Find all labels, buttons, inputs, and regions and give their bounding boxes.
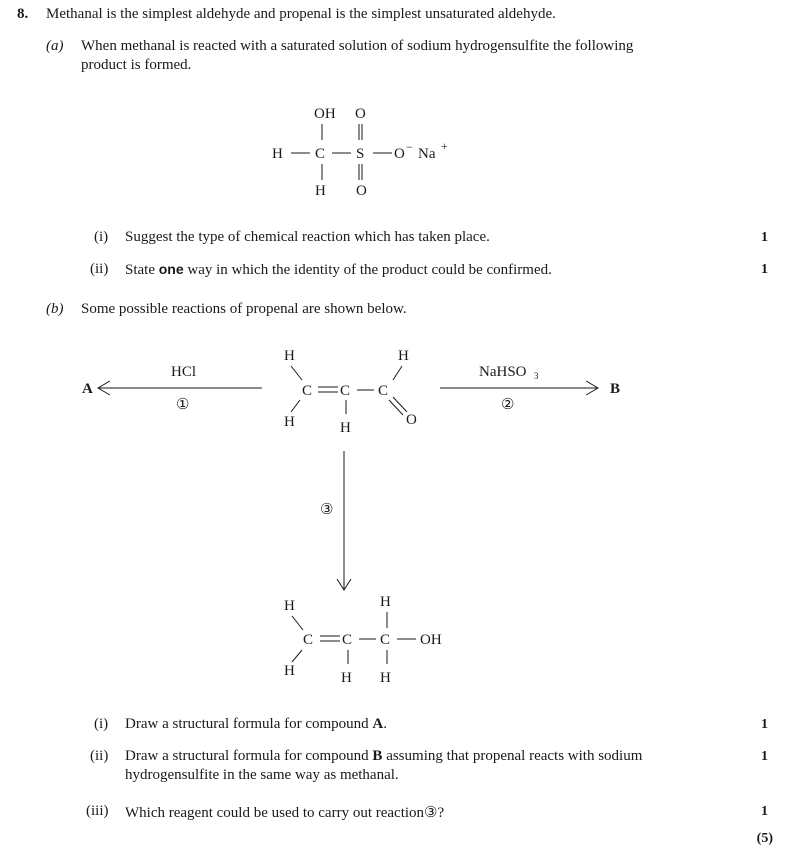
propenol-c3: C <box>380 632 391 648</box>
reaction-2-arrow <box>440 364 620 413</box>
propenol-h3: H <box>284 663 295 679</box>
propenal-h2: H <box>398 348 409 364</box>
reaction-1-arrow <box>82 364 262 413</box>
part-a-label: (a) <box>46 38 64 54</box>
part-b-item-2-text-line2: hydrogensulfite in the same way as methanal. <box>125 767 399 783</box>
propenal-h3: H <box>284 414 295 430</box>
part-a-item-2-text: State one way in which the identity of the product could be confirmed. <box>125 261 552 278</box>
part-b-item-3-num: (iii) <box>86 803 109 819</box>
part-b-label: (b) <box>46 301 64 317</box>
part-b-item-3-mark: 1 <box>761 804 768 819</box>
part-b-text: Some possible reactions of propenal are shown below. <box>81 301 407 317</box>
part-a-text-line1: When methanal is reacted with a saturated solution of sodium hydrogensulfite the following <box>81 38 634 54</box>
part-b-item-1-num: (i) <box>94 716 109 732</box>
part-b-item-3-text: Which reagent could be used to carry out reaction③? <box>125 805 445 821</box>
part-a-item-2-num: (ii) <box>90 261 109 277</box>
propenal-c1: C <box>302 383 313 399</box>
part-a-item-2-mark: 1 <box>761 262 768 277</box>
propenol-structure <box>284 594 442 686</box>
propenal-h4: H <box>340 420 351 436</box>
propenol-h2: H <box>380 594 391 610</box>
part-a-item-1-mark: 1 <box>761 230 768 245</box>
charge-plus: + <box>441 139 448 153</box>
propenal-c2: C <box>340 383 351 399</box>
step-2-marker: ② <box>501 397 515 413</box>
reagent-hcl: HCl <box>171 364 197 380</box>
product-a-label: A <box>82 381 93 397</box>
part-b-item-2-mark: 1 <box>761 749 768 764</box>
propenol-h5: H <box>380 670 391 686</box>
part-a-text-line2: product is formed. <box>81 57 192 73</box>
reagent-nahso3-subscript: 3 <box>534 371 539 381</box>
part-b-item-2-text: Draw a structural formula for compound B assuming that propenal reacts with sodium <box>125 748 643 764</box>
reaction-scheme <box>82 348 620 686</box>
total-marks: (5) <box>756 831 773 846</box>
propenol-c1: C <box>303 632 314 648</box>
reagent-nahso3: NaHSO <box>479 364 527 380</box>
atom-h-left: H <box>272 146 283 162</box>
product-b-label: B <box>610 381 621 397</box>
step-1-marker: ① <box>176 397 190 413</box>
part-b-item-1-mark: 1 <box>761 717 768 732</box>
propenal-h1: H <box>284 348 295 364</box>
propenal-c3: C <box>378 383 389 399</box>
propenal-structure <box>284 348 417 436</box>
atom-o-top: O <box>355 106 366 122</box>
step-3-marker: ③ <box>320 502 334 518</box>
atom-oh: OH <box>314 106 336 122</box>
part-b-item-2-num: (ii) <box>90 748 109 764</box>
question-intro: Methanal is the simplest aldehyde and propenal is the simplest unsaturated aldehyde. <box>46 6 556 22</box>
propenol-h1: H <box>284 598 295 614</box>
atom-o-bottom: O <box>356 183 367 199</box>
reaction-3-arrow <box>320 451 351 590</box>
question-number: 8. <box>17 6 29 22</box>
atom-c: C <box>315 146 326 162</box>
propenol-c2: C <box>342 632 353 648</box>
part-a-item-1-num: (i) <box>94 229 109 245</box>
part-a-item-1-text: Suggest the type of chemical reaction which has taken place. <box>125 229 490 245</box>
charge-minus: − <box>406 140 413 154</box>
propenal-o: O <box>406 412 417 428</box>
ion-na: Na <box>418 146 436 162</box>
atom-o-minus: O <box>394 146 405 162</box>
part-b-item-1-text: Draw a structural formula for compound A. <box>125 716 388 732</box>
atom-h-bottom: H <box>315 183 326 199</box>
atom-s: S <box>356 146 365 162</box>
propenol-oh: OH <box>420 632 442 648</box>
propenol-h4: H <box>341 670 352 686</box>
sulfonate-adduct-structure <box>272 106 448 199</box>
